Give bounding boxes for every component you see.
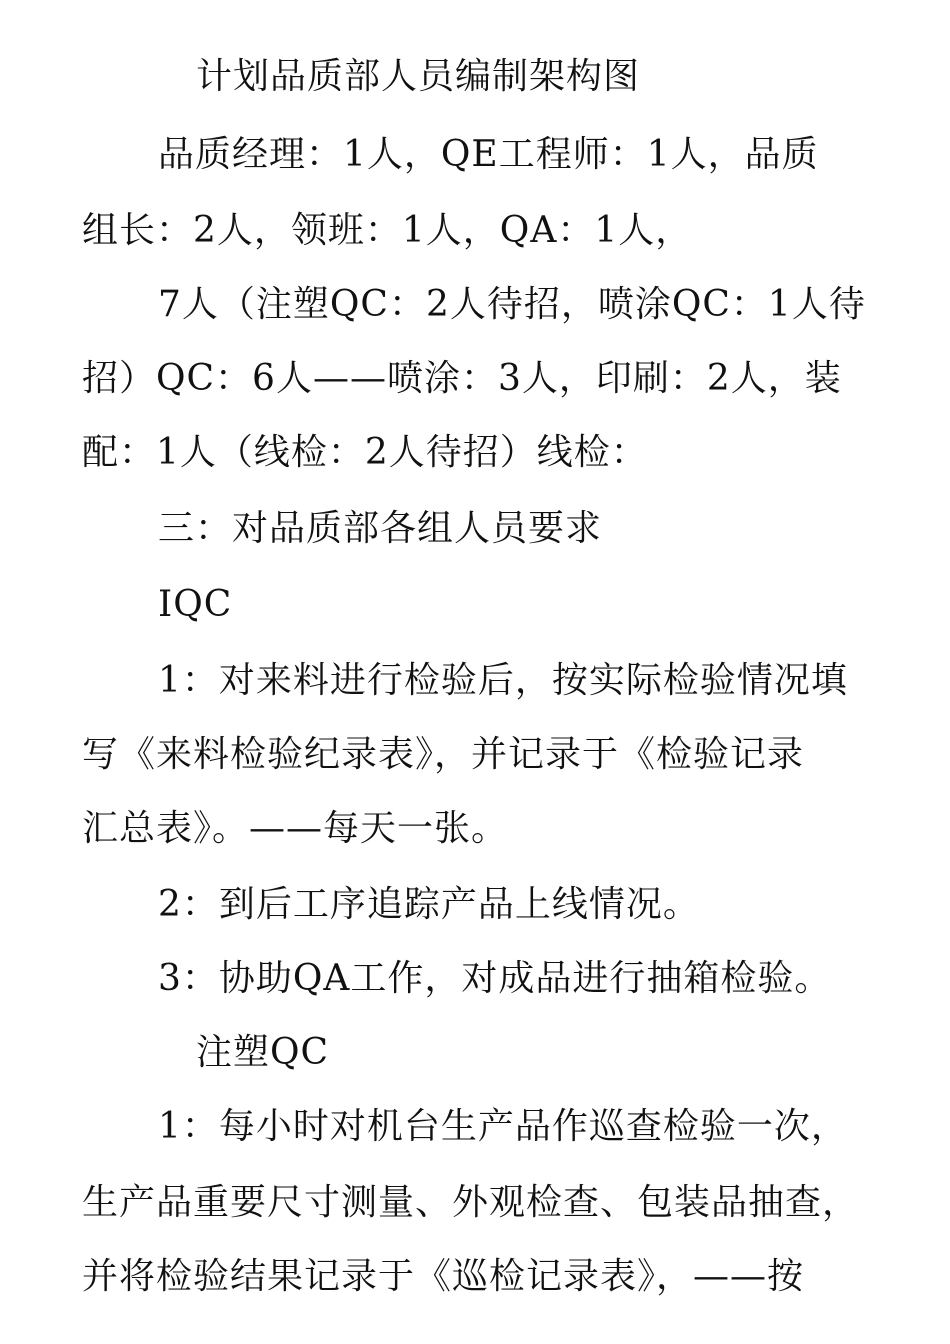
document-title: 计划品质部人员编制架构图 (196, 56, 641, 97)
section-heading: 三：对品质部各组人员要求 (158, 508, 603, 549)
paragraph-line: 招）QC：6人——喷涂：3人，印刷：2人，装 (82, 358, 842, 399)
paragraph-line: 1：对来料进行检验后，按实际检验情况填 (158, 660, 848, 701)
paragraph-line: 2：到后工序追踪产品上线情况。 (158, 884, 700, 925)
paragraph-line: 配：1人（线检：2人待招）线检： (82, 432, 648, 473)
paragraph-line: 1：每小时对机台生产品作巡查检验一次， (158, 1106, 848, 1147)
paragraph-line: 生产品重要尺寸测量、外观检查、包装品抽查， (82, 1182, 860, 1223)
subsection-heading-injection-qc: 注塑QC (196, 1032, 330, 1073)
paragraph-line: 品质经理：1人，QE工程师：1人，品质 (158, 134, 819, 175)
paragraph-line: 3：协助QA工作，对成品进行抽箱检验。 (158, 958, 832, 999)
paragraph-line: 汇总表》。——每天一张。 (82, 808, 509, 849)
paragraph-line: 写《来料检验纪录表》，并记录于《检验记录 (82, 734, 805, 775)
paragraph-line: 并将检验结果记录于《巡检记录表》，——按 (82, 1256, 805, 1297)
paragraph-line: 组长：2人，领班：1人，QA：1人， (82, 210, 693, 251)
paragraph-line: 7人（注塑QC：2人待招，喷涂QC：1人待 (158, 284, 866, 325)
subsection-heading-iqc: IQC (158, 584, 233, 625)
